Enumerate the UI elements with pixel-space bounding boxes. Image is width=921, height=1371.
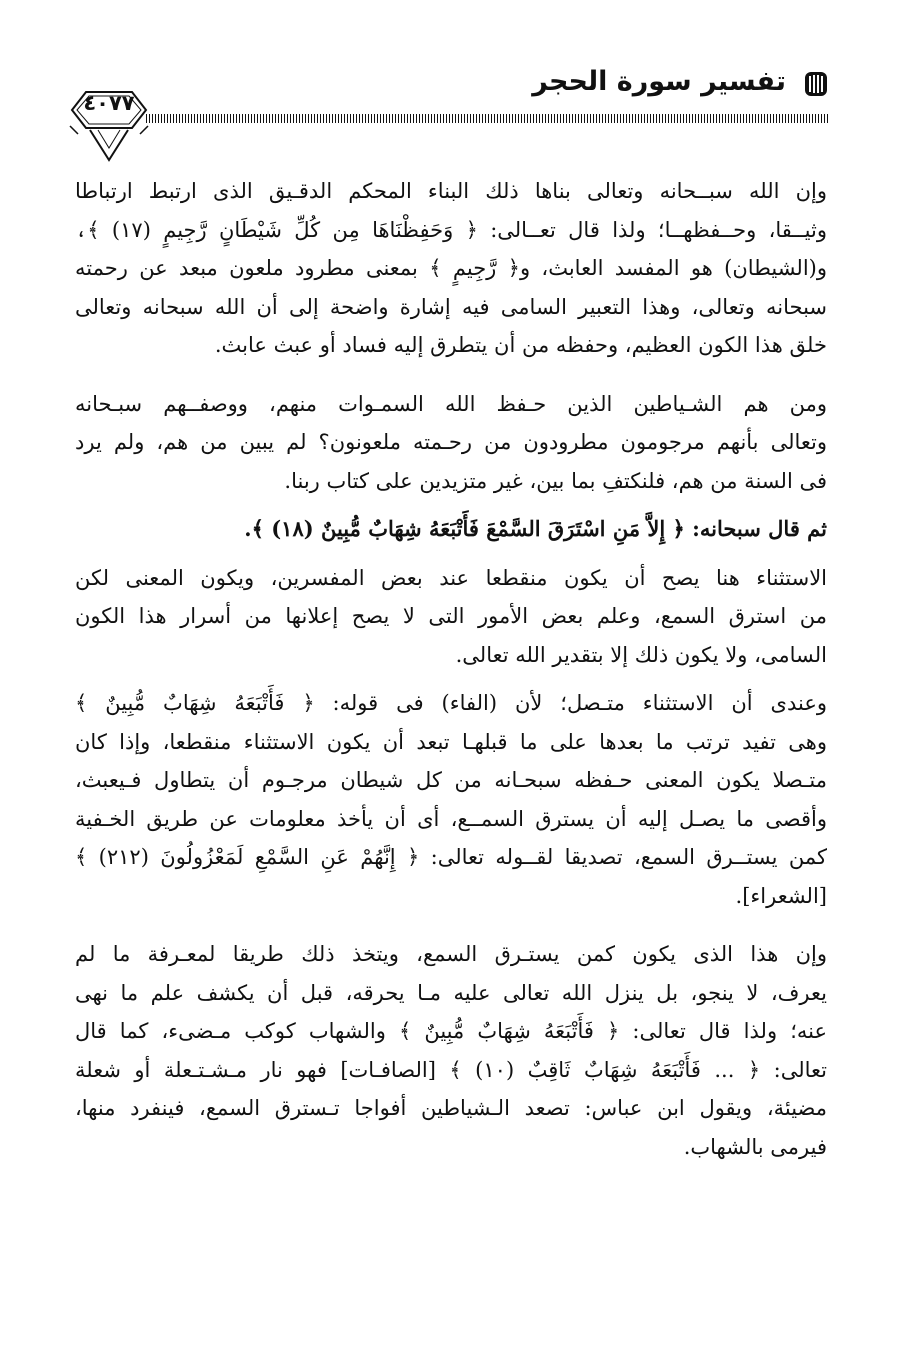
paragraph-2: [75, 385, 827, 501]
text-line: [الشعراء].: [735, 883, 827, 908]
paragraph-1: [75, 172, 827, 365]
text-line: كمن يستــرق السمع، تصديقا لقــوله تعالى: ﴿ إِنَّهُمْ عَنِ السَّمْعِ لَمَعْزُولُونَ (٢١٢) ﴾: [75, 845, 827, 869]
text-line: من استرق السمع، وعلم بعض الأمور التى لا يصح إعلانها من أسرار هذا الكون: [75, 604, 827, 628]
text-line: وإن الله سبــحانه وتعالى بناها ذلك البناء المحكم الدقـيق الذى ارتبط ارتباطا: [75, 179, 827, 203]
text-line: وتعالى بأنهم مرجومون مطرودون من رحـمته ملعونون؟ لم يبين من هم، ولم يرد: [75, 430, 827, 454]
text-line: تعالى: ﴿ ... فَأَتْبَعَهُ شِهَابٌ ثَاقِبٌ (١٠) ﴾ [الصافـات] فهو نار مـشـتـعلة أو شعلة: [75, 1057, 827, 1082]
paragraph-4: [75, 559, 827, 675]
text-line: متـصلا يكون المعنى حـفظه سبحـانه من كل شيطان مرجـوم أن يتطاول فـيعبث،: [75, 768, 827, 792]
text-line: وعندى أن الاستثناء متـصل؛ لأن (الفاء) فى قوله: ﴿ فَأَتْبَعَهُ شِهَابٌ مُّبِينٌ ﴾: [75, 691, 827, 715]
paragraph-6: [75, 935, 827, 1166]
text-line: السامى، ولا يكون ذلك إلا بتقدير الله تعالى.: [455, 642, 827, 667]
text-line: وهى تفيد ترتب ما بعدها على ما قبلهـا تبعد أن يكون الاستثناء منقطعا، وإذا كان: [75, 729, 827, 754]
text-line: عنه؛ ولذا قال تعالى: ﴿ فَأَتْبَعَهُ شِهَابٌ مُّبِينٌ ﴾ والشهاب كوكب مـضىء، كما قال: [75, 1019, 827, 1043]
surah-title: تفسير سورة الحجر: [532, 66, 786, 97]
text-line: وأقصى ما يصـل إليه أن يسترق السمــع، أى أن يأخذ معلومات عن طريق الخـفية: [75, 806, 827, 831]
text-line: فيرمى بالشهاب.: [683, 1134, 827, 1159]
text-line: فى السنة من هم، فلنكتفِ بما بين، غير متزيدين على كتاب ربنا.: [284, 468, 827, 493]
paragraph-3: [75, 510, 827, 549]
text-line: ومن هم الشـياطين الذين حـفظ الله السمـوات منهم، ووصفــهم سبـحانه: [75, 391, 827, 416]
text-line: ثم قال سبحانه: ﴿ إِلاَّ مَنِ اسْتَرَقَ السَّمْعَ فَأَتْبَعَهُ شِهَابٌ مُّبِينٌ (١٨) ﴾.: [244, 516, 827, 541]
text-line: الاستثناء هنا يصح أن يكون منقطعا عند بعض المفسرين، ويكون المعنى لكن: [75, 565, 827, 590]
text-line: يعرف، لا ينجو، بل ينزل الله تعالى عليه مـا يحرقه، قبل أن يكشف علم ما نهى: [75, 980, 827, 1005]
page-body: [75, 172, 827, 1166]
text-line: و(الشيطان) هو المفسد العابث، و﴿ رَّجِيمٍ ﴾ بمعنى مطرود ملعون مبعد عن رحمته: [75, 256, 827, 280]
paragraph-5: [75, 684, 827, 915]
text-line: سبحانه وتعالى، وهذا التعبير السامى فيه إشارة واضحة إلى أن الله سبحانه وتعالى: [75, 294, 827, 319]
ornament-icon: [804, 70, 828, 98]
header-rule: [146, 114, 828, 123]
text-line: خلق هذا الكون العظيم، وحفظه من أن يتطرق إليه فساد أو عبث عابث.: [214, 333, 827, 357]
text-line: وإن هذا الذى يكون كمن يستـرق السمع، ويتخذ ذلك طريقا لمعـرفة ما لم: [75, 942, 827, 966]
page-number: ٤٠٧٧: [83, 91, 135, 115]
page-header: [68, 64, 828, 164]
text-line: مضيئة، ويقول ابن عباس: تصعد الـشياطين أفواجا تـسترق السمع، فينفرد منها،: [75, 1096, 827, 1120]
text-line: وثيــقا، وحــفظهــا؛ ولذا قال تعــالى: ﴿ وَحَفِظْنَاهَا مِن كُلِّ شَيْطَانٍ رَّجِيمٍ (١٧) ﴾،: [75, 217, 828, 242]
